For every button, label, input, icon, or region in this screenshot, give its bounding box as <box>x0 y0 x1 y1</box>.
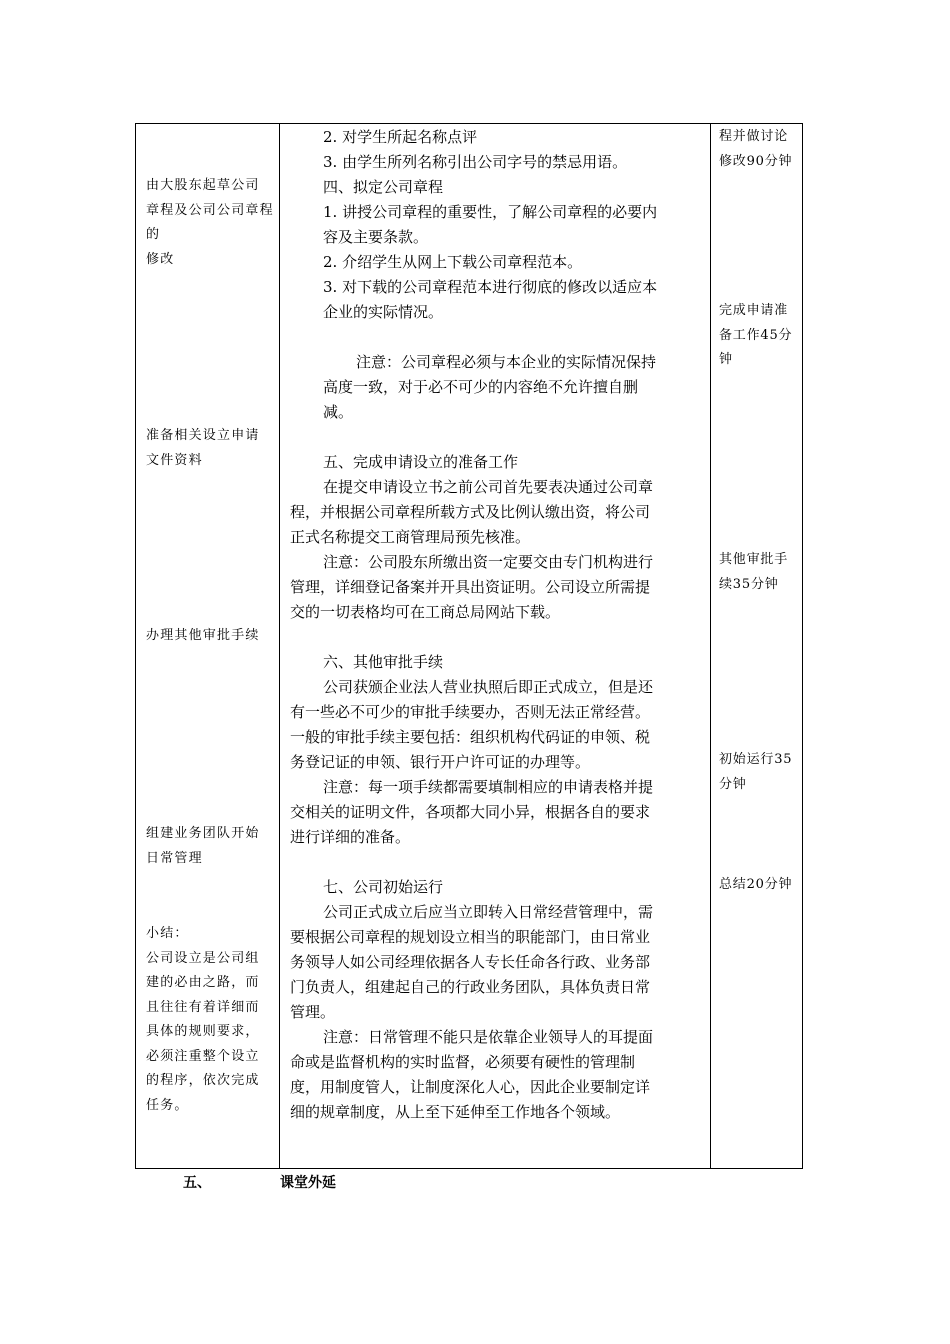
note-line: 细的规章制度，从上至下延伸至工作地各个领域。 <box>290 1103 621 1121</box>
content-line: 一般的审批手续主要包括：组织机构代码证的申领、税 <box>290 728 651 746</box>
column-divider-right <box>710 124 711 1168</box>
note-line: 交相关的证明文件，各项都大同小异，根据各自的要求 <box>290 803 651 821</box>
time-text: 其他审批手 <box>719 552 789 567</box>
content-line: 在提交申请设立书之前公司首先要表决通过公司章 <box>323 478 654 496</box>
note-line: 管理，详细登记备案并开具出资证明。公司设立所需提 <box>290 578 651 596</box>
section-heading: 四、拟定公司章程 <box>323 178 444 196</box>
time-note-discussion <box>719 125 803 174</box>
left-step-build-team <box>146 822 274 871</box>
time-text: 修改90分钟 <box>719 153 793 169</box>
note-line: 注意：日常管理不能只是依靠企业领导人的耳提面 <box>323 1028 654 1046</box>
left-text: 文件资料 <box>146 452 203 468</box>
note-line: 注意：公司章程必须与本企业的实际情况保持 <box>356 353 657 371</box>
note-line: 减。 <box>323 403 354 421</box>
time-note-preparation <box>719 299 803 373</box>
lesson-table <box>135 123 803 1169</box>
note-line: 命或是监督机构的实时监督，必须要有硬性的管理制 <box>290 1053 636 1071</box>
content-line: 要根据公司章程的规划设立相当的职能部门，由日常业 <box>290 928 651 946</box>
left-text: 建的必由之路，而 <box>146 975 260 990</box>
left-text: 公司设立是公司组 <box>146 950 260 966</box>
section-title: 课堂外延 <box>280 1175 336 1191</box>
note-line: 进行详细的准备。 <box>290 828 411 846</box>
note-line: 注意：公司股东所缴出资一定要交由专门机构进行 <box>323 553 654 571</box>
left-text: 具体的规则要求， <box>146 1024 260 1039</box>
content-line: 企业的实际情况。 <box>323 303 444 321</box>
section-heading: 五、完成申请设立的准备工作 <box>323 453 519 471</box>
time-text: 分钟 <box>719 776 747 792</box>
content-line: 公司获颁企业法人营业执照后即正式成立，但是还 <box>323 678 654 696</box>
content-line: 2. 对学生所起名称点评 <box>323 128 478 146</box>
time-note-summary <box>719 873 803 898</box>
section-heading: 七、公司初始运行 <box>323 878 444 896</box>
content-line: 2. 介绍学生从网上下载公司章程范本。 <box>323 253 583 271</box>
left-summary <box>146 922 274 1118</box>
left-text: 且往往有着详细而 <box>146 999 260 1015</box>
content-line: 有一些必不可少的审批手续要办，否则无法正常经营。 <box>290 703 651 721</box>
note-line: 注意：每一项手续都需要填制相应的申请表格并提 <box>323 778 654 796</box>
left-text: 任务。 <box>146 1097 189 1113</box>
content-line: 门负责人，组建起自己的行政业务团队，具体负责日常 <box>290 978 651 996</box>
left-step-other-approvals <box>146 624 274 649</box>
time-note-approvals <box>719 548 803 597</box>
left-text: 日常管理 <box>146 850 203 866</box>
section-heading: 六、其他审批手续 <box>323 653 444 671</box>
left-step-draft-charter <box>146 174 274 272</box>
note-line: 高度一致，对于必不可少的内容绝不允许擅自删 <box>323 378 639 396</box>
content-line: 容及主要条款。 <box>323 228 429 246</box>
column-divider-left <box>279 124 280 1168</box>
time-text: 备工作45分 <box>719 327 793 343</box>
time-text: 钟 <box>719 352 733 367</box>
content-line: 3. 由学生所列名称引出公司字号的禁忌用语。 <box>323 153 628 171</box>
time-text: 总结20分钟 <box>719 877 793 892</box>
content-line: 管理。 <box>290 1003 336 1021</box>
left-text: 由大股东起草公司 <box>146 178 260 193</box>
content-line: 1. 讲授公司章程的重要性，了解公司章程的必要内 <box>323 203 658 221</box>
left-text: 小结： <box>146 926 189 941</box>
left-text: 的程序，依次完成 <box>146 1073 260 1088</box>
section-number: 五、 <box>183 1175 211 1191</box>
content-line: 程，并根据公司章程所载方式及比例认缴出资，将公司 <box>290 503 651 521</box>
content-line: 正式名称提交工商管理局预先核准。 <box>290 528 531 546</box>
content-line: 务登记证的申领、银行开户许可证的办理等。 <box>290 753 591 771</box>
left-text: 修改 <box>146 251 175 267</box>
left-text: 准备相关设立申请 <box>146 428 260 443</box>
time-text: 初始运行35 <box>719 752 793 767</box>
note-line: 交的一切表格均可在工商总局网站下载。 <box>290 603 561 621</box>
left-text: 必须注重整个设立 <box>146 1048 260 1064</box>
content-line: 3. 对下载的公司章程范本进行彻底的修改以适应本 <box>323 278 658 296</box>
time-text: 完成申请准 <box>719 303 789 318</box>
left-text: 章程及公司公司章程的 <box>146 202 274 242</box>
time-text: 续35分钟 <box>719 576 779 592</box>
time-note-initial-run <box>719 748 803 797</box>
left-text: 组建业务团队开始 <box>146 826 260 841</box>
content-line: 公司正式成立后应当立即转入日常经营管理中，需 <box>323 903 654 921</box>
content-line: 务领导人如公司经理依据各人专长任命各行政、业务部 <box>290 953 651 971</box>
left-step-prepare-documents <box>146 424 274 473</box>
time-text: 程并做讨论 <box>719 129 789 144</box>
left-text: 办理其他审批手续 <box>146 628 260 643</box>
note-line: 度，用制度管人，让制度深化人心，因此企业要制定详 <box>290 1078 651 1096</box>
